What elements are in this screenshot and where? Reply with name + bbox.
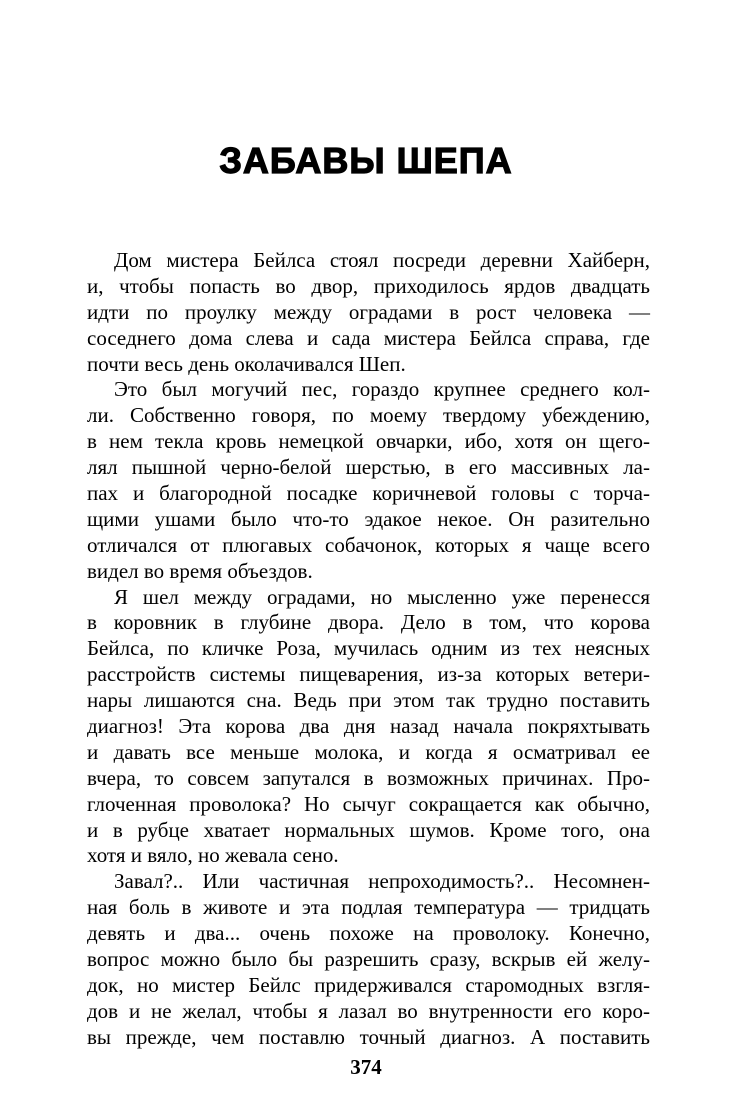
text-line: глоченная проволока? Но сычуг сокращается как обычно, — [87, 791, 650, 816]
text-line: идти по проулку между оградами в рост человека — — [87, 299, 650, 324]
text-line: вы прежде, чем поставлю точный диагноз. А поставить — [87, 1024, 650, 1049]
text-line: лял пышной черно-белой шерстью, в его массивных ла- — [87, 455, 650, 480]
chapter-title: ЗАБАВЫ ШЕПА — [219, 140, 513, 181]
text-line: Бейлса, по кличке Роза, мучилась одним из тех неясных — [87, 636, 650, 661]
text-line: отличался от плюгавых собачонок, которых я чаще всего — [87, 532, 650, 557]
text-line: в коровник в глубине двора. Дело в том, что корова — [87, 610, 650, 635]
text-line: Дом мистера Бейлса стоял посреди деревни Хайберн, — [114, 248, 650, 272]
paragraph — [87, 869, 650, 1050]
text-line: хотя и вяло, но жевала сено. — [87, 843, 339, 868]
paragraph — [87, 377, 650, 584]
text-line: вчера, то совсем запутался в возможных причинах. Про- — [87, 765, 650, 790]
text-line: в нем текла кровь немецкой овчарки, ибо, хотя он щего- — [87, 429, 650, 454]
text-line: нары лишаются сна. Ведь при этом так трудно поставить — [87, 688, 650, 713]
paragraph — [87, 248, 650, 377]
text-line: соседнего дома слева и сада мистера Бейлса справа, где — [87, 325, 650, 350]
text-line: и в рубце хватает нормальных шумов. Кроме того, она — [87, 817, 650, 842]
text-line: док, но мистер Бейлс придерживался старомодных взгля- — [87, 972, 650, 997]
chapter-body — [87, 248, 650, 1051]
text-line: Завал?.. Или частичная непроходимость?.. Несомнен- — [114, 869, 650, 894]
text-line: и, чтобы попасть во двор, приходилось ярдов двадцать — [87, 273, 650, 298]
text-line: Это был могучий пес, гораздо крупнее среднего кол- — [114, 377, 650, 402]
text-line: почти весь день околачивался Шеп. — [87, 351, 406, 376]
text-line: расстройств системы пищеварения, из-за которых ветери- — [87, 662, 650, 687]
text-line: ная боль в животе и эта подлая температура — тридцать — [87, 895, 650, 920]
text-line: Я шел между оградами, но мысленно уже перенесся — [114, 584, 650, 609]
text-line: и давать все меньше молока, и когда я осматривал ее — [87, 739, 650, 764]
text-line: диагноз! Эта корова два дня назад начала покряхтывать — [87, 714, 650, 739]
text-line: щими ушами было что-то эдакое некое. Он разительно — [87, 506, 650, 531]
text-line: вопрос можно было бы разрешить сразу, вскрыв ей желу- — [87, 947, 650, 972]
text-line: пах и благородной посадке коричневой головы с торча- — [87, 481, 650, 506]
text-line: дов и не желал, чтобы я лазал во внутренности его коро- — [87, 998, 650, 1023]
text-line: видел во время объездов. — [87, 558, 313, 583]
page-number: 374 — [350, 1055, 382, 1079]
text-line: девять и два... очень похоже на проволоку. Конечно, — [87, 921, 650, 946]
paragraph — [87, 585, 650, 870]
text-line: ли. Собственно говоря, по моему твердому убеждению, — [87, 403, 650, 428]
